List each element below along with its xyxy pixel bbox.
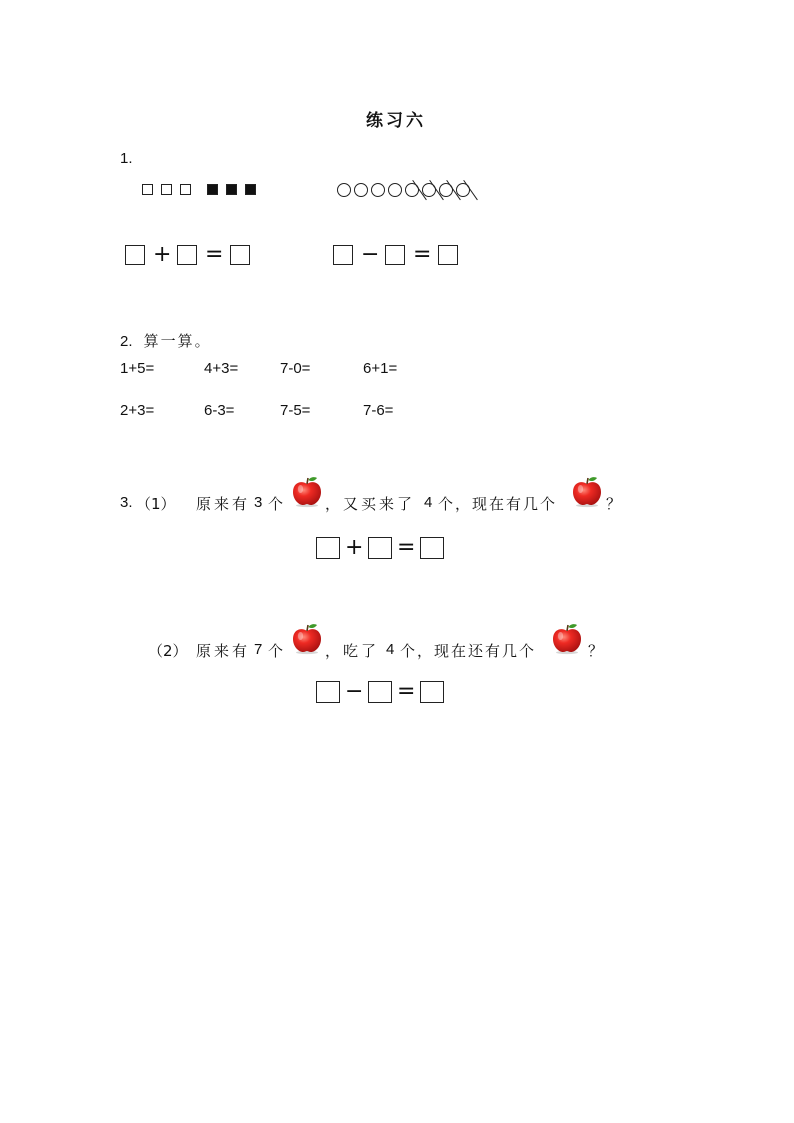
calc-expression: 7-5= xyxy=(280,402,311,419)
black-square xyxy=(245,184,256,195)
answer-box[interactable] xyxy=(420,681,444,703)
question-2-number: 2. xyxy=(120,333,133,350)
apple-icon xyxy=(290,474,324,508)
apple-icon xyxy=(570,474,604,508)
question-1-number: 1. xyxy=(120,150,133,167)
q3-part1-question-mark: ？ xyxy=(606,495,622,513)
apple-icon xyxy=(290,621,324,655)
answer-box[interactable] xyxy=(333,245,353,265)
q3-part2-text-b: 个 xyxy=(268,642,284,660)
q3-part2-number-1: 7 xyxy=(254,641,263,658)
q3-part2-question-mark: ？ xyxy=(588,642,604,660)
calc-expression: 7-0= xyxy=(280,360,311,377)
q3-part1-text-d: 个，现在有几个 xyxy=(438,495,558,513)
circle xyxy=(371,183,385,197)
answer-box[interactable] xyxy=(368,681,392,703)
question-2-header xyxy=(120,330,212,351)
answer-box[interactable] xyxy=(368,537,392,559)
q3-part1-number-2: 4 xyxy=(424,494,433,511)
black-square xyxy=(207,184,218,195)
q3-part2-label: （2） xyxy=(148,642,188,660)
calc-expression: 7-6= xyxy=(363,402,394,419)
circle xyxy=(388,183,402,197)
circle xyxy=(354,183,368,197)
answer-box[interactable] xyxy=(420,537,444,559)
equals-sign: = xyxy=(397,535,416,560)
q3-part2-number-2: 4 xyxy=(386,641,395,658)
white-square xyxy=(180,184,191,195)
q3-part1-text-b: 个 xyxy=(268,495,284,513)
equals-sign: = xyxy=(205,242,224,267)
answer-box[interactable] xyxy=(316,537,340,559)
calc-expression: 6+1= xyxy=(363,360,398,377)
q3-part2-text-c: ，吃了 xyxy=(325,642,380,660)
q3-part2-text-a: 原来有 xyxy=(196,642,251,660)
page-title: 练习六 xyxy=(366,111,426,131)
q3-part1-text-c: ，又买来了 xyxy=(325,495,416,513)
answer-box[interactable] xyxy=(316,681,340,703)
calc-expression: 1+5= xyxy=(120,360,155,377)
question-3-number: 3. xyxy=(120,494,133,511)
apple-icon xyxy=(550,621,584,655)
answer-box[interactable] xyxy=(230,245,250,265)
q3-part1-text-a: 原来有 xyxy=(196,495,251,513)
answer-box[interactable] xyxy=(438,245,458,265)
answer-box[interactable] xyxy=(125,245,145,265)
q3-part1-number-1: 3 xyxy=(254,494,263,511)
question-2-heading: 算一算。 xyxy=(143,332,212,350)
q3-part2-text-d: 个，现在还有几个 xyxy=(400,642,537,660)
q3-part1-label: （1） xyxy=(136,495,176,513)
answer-box[interactable] xyxy=(177,245,197,265)
white-square xyxy=(161,184,172,195)
minus-sign: − xyxy=(361,242,380,267)
calc-expression: 6-3= xyxy=(204,402,235,419)
minus-sign: − xyxy=(345,679,364,704)
plus-sign: + xyxy=(153,242,172,267)
black-square xyxy=(226,184,237,195)
calc-expression: 2+3= xyxy=(120,402,155,419)
circle xyxy=(337,183,351,197)
plus-sign: + xyxy=(345,535,364,560)
answer-box[interactable] xyxy=(385,245,405,265)
white-square xyxy=(142,184,153,195)
calc-expression: 4+3= xyxy=(204,360,239,377)
equals-sign: = xyxy=(397,679,416,704)
equals-sign: = xyxy=(413,242,432,267)
